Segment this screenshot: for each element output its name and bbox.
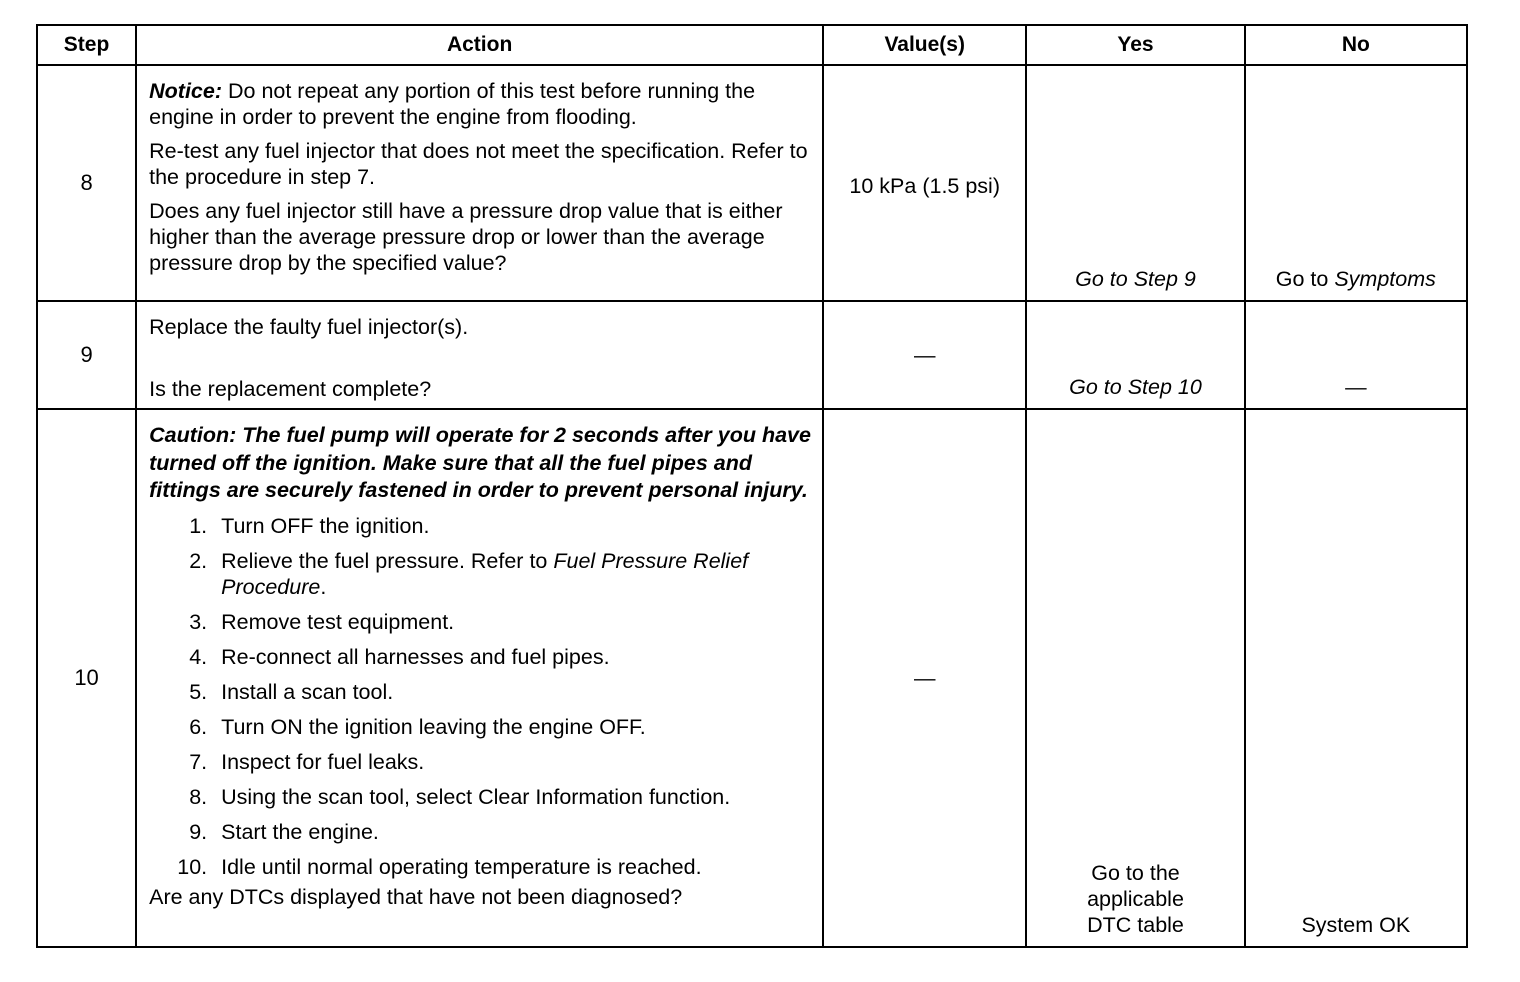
value-cell: 10 kPa (1.5 psi): [823, 65, 1026, 301]
step-question: Does any fuel injector still have a pressure drop value that is either higher than the average pressure drop or lower than the average pressure drop by the specified value?: [149, 199, 783, 275]
header-action: Action: [136, 25, 823, 65]
list-item: 5. Install a scan tool.: [189, 679, 394, 704]
value-cell: [823, 409, 1026, 947]
list-item: 9. Start the engine.: [189, 819, 379, 844]
fuel-pressure-relief-reference: Fuel Pressure Relief Procedure: [221, 548, 749, 599]
action-cell: [136, 65, 823, 301]
procedure-list: [149, 513, 812, 880]
no-cell: [1245, 301, 1467, 409]
symptoms-reference: Symptoms: [1334, 267, 1436, 291]
no-cell: System OK: [1245, 409, 1467, 947]
header-yes: Yes: [1026, 25, 1244, 65]
step-question: Are any DTCs displayed that have not been diagnosed?: [149, 884, 683, 909]
value-cell: [823, 301, 1026, 409]
step-number: 9: [37, 301, 136, 409]
list-item: 7. Inspect for fuel leaks.: [189, 749, 425, 774]
action-cell: [136, 409, 823, 947]
notice-label: Notice:: [149, 79, 222, 103]
yes-line-3: DTC table: [1087, 913, 1184, 937]
value-dash: —: [913, 665, 936, 690]
list-item: 2. Relieve the fuel pressure. Refer to Fuel Pressure Relief Procedure.: [189, 548, 749, 599]
header-row: [37, 25, 1467, 65]
no-prefix: Go to: [1275, 267, 1335, 291]
notice-paragraph: [149, 78, 812, 130]
table-row-step-9: [37, 301, 1467, 409]
list-item: 10. Idle until normal operating temperature is reached.: [177, 854, 702, 879]
yes-line-2: applicable: [1087, 887, 1184, 911]
no-cell: [1245, 65, 1467, 301]
action-cell: [136, 301, 823, 409]
caution-paragraph: Caution: The fuel pump will operate for 2 seconds after you have turned off the ignition. Make sure that all the fuel pipes and fittings are securely fastened in order to prevent personal injury.: [149, 423, 811, 502]
retest-instruction: Re-test any fuel injector that does not meet the specification. Refer to the procedure in step 7.: [149, 139, 808, 189]
list-item: 8. Using the scan tool, select Clear Information function.: [189, 784, 731, 809]
list-item: 1. Turn OFF the ignition.: [189, 513, 430, 538]
table-row-step-8: [37, 65, 1467, 301]
step-number: 10: [37, 409, 136, 947]
value-dash: —: [913, 342, 936, 367]
no-dash: —: [1345, 375, 1367, 399]
header-no: No: [1245, 25, 1467, 65]
list-item: 6. Turn ON the ignition leaving the engine OFF.: [189, 714, 646, 739]
diagnostic-table: [36, 24, 1468, 948]
step-number: 8: [37, 65, 136, 301]
yes-cell: Go to Step 10: [1026, 301, 1244, 409]
yes-line-1: Go to the: [1091, 861, 1180, 885]
notice-text: Do not repeat any portion of this test before running the engine in order to prevent the engine from flooding.: [149, 79, 756, 129]
table-row-step-10: [37, 409, 1467, 947]
list-item: 3. Remove test equipment.: [189, 609, 455, 634]
list-item: 4. Re-connect all harnesses and fuel pipes.: [189, 644, 610, 669]
header-values: Value(s): [823, 25, 1026, 65]
header-step: Step: [37, 25, 136, 65]
step-question: Is the replacement complete?: [149, 377, 432, 401]
action-text: Replace the faulty fuel injector(s).: [149, 315, 469, 339]
yes-cell: [1026, 409, 1244, 947]
yes-cell: Go to Step 9: [1026, 65, 1244, 301]
